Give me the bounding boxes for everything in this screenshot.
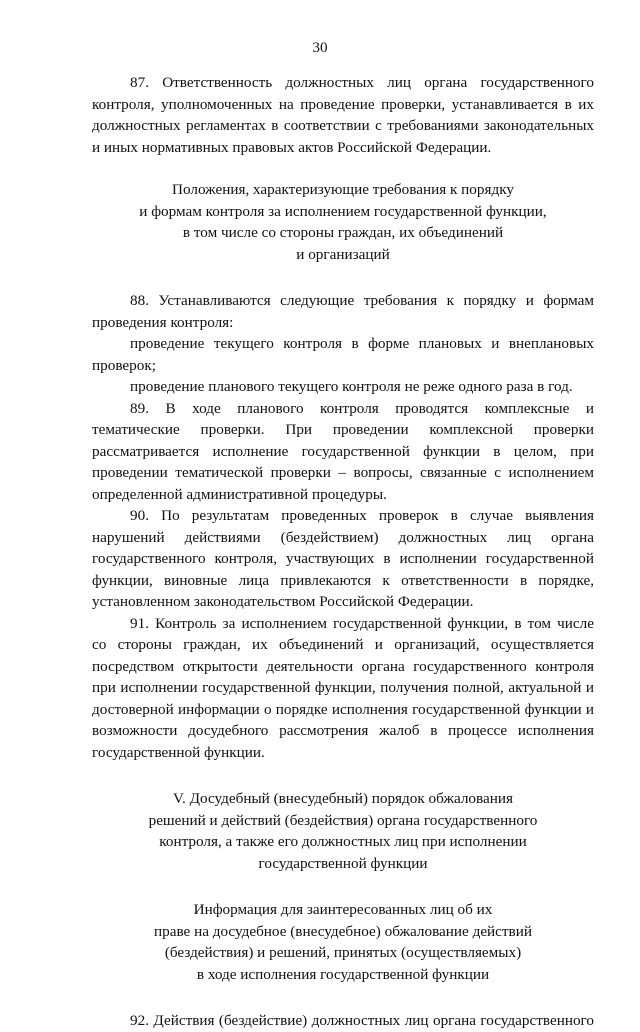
text-line: достоверной информации о порядке исполнения государственной функции и bbox=[92, 700, 594, 718]
text-line: контроля, уполномоченных на проведение проверки, устанавливается в их bbox=[92, 95, 594, 113]
text-line: возможности досудебного рассмотрения жалоб в процессе исполнения bbox=[92, 722, 594, 739]
text-line: проведение планового текущего контроля не реже одного раза в год. bbox=[130, 378, 573, 395]
spacer bbox=[92, 874, 594, 899]
text-line: со стороны граждан, их объединений и организаций, осуществляется bbox=[92, 636, 594, 653]
section-heading-control bbox=[92, 179, 594, 265]
text-line: 91. Контроль за исполнением государственной функции, в том числе bbox=[130, 614, 594, 632]
paragraph-88 bbox=[92, 290, 594, 398]
paragraph-87 bbox=[92, 72, 594, 158]
text-line: 87. Ответственность должностных лиц органа государственного bbox=[130, 74, 594, 91]
text-line: должностных регламентах в соответствии с требованиями законодательных bbox=[92, 117, 594, 134]
text-line: проведения контроля: bbox=[92, 313, 234, 331]
section-heading-appeal bbox=[92, 788, 594, 874]
heading-line: решений и действий (бездействия) органа государственного bbox=[148, 811, 538, 829]
paragraph-91 bbox=[92, 613, 594, 764]
page-number: 30 bbox=[312, 39, 328, 56]
heading-line: праве на досудебное (внесудебное) обжалование действий bbox=[153, 922, 532, 940]
spacer bbox=[92, 158, 594, 179]
heading-line: в том числе со стороны граждан, их объединений bbox=[182, 224, 504, 241]
text-line: проверок; bbox=[92, 356, 156, 374]
text-line: и иных нормативных правовых актов Российской Федерации. bbox=[92, 138, 492, 156]
text-line: тематические проверки. При проведении комплексной проверки bbox=[92, 421, 594, 438]
heading-line: и формам контроля за исполнением государственной функции, bbox=[139, 202, 547, 220]
text-line: 89. В ходе планового контроля проводятся комплексные и bbox=[130, 399, 594, 417]
text-line: определенной административной процедуры. bbox=[92, 485, 387, 503]
page-content bbox=[92, 72, 594, 1032]
text-line: посредством открытости деятельности органа государственного контроля bbox=[92, 657, 594, 675]
heading-line: V. Досудебный (внесудебный) порядок обжалования bbox=[173, 790, 513, 807]
text-line: установленном законодательством Российской Федерации. bbox=[92, 593, 474, 610]
heading-line: и организаций bbox=[296, 245, 390, 263]
text-line: 88. Устанавливаются следующие требования к порядку и формам bbox=[130, 292, 594, 309]
heading-line: Положения, характеризующие требования к порядку bbox=[172, 181, 514, 198]
text-line: государственного контроля, участвующих в исполнении государственной bbox=[92, 550, 594, 567]
spacer bbox=[92, 265, 594, 290]
section-heading-information bbox=[92, 899, 594, 985]
text-line: проведении тематической проверки – вопросы, связанные с исполнением bbox=[92, 464, 594, 481]
spacer bbox=[92, 985, 594, 1010]
heading-line: в ходе исполнения государственной функции bbox=[196, 965, 490, 983]
heading-line: контроля, а также его должностных лиц при исполнении bbox=[159, 833, 527, 850]
text-line: 90. По результатам проведенных проверок в случае выявления bbox=[130, 507, 594, 524]
heading-line: Информация для заинтересованных лиц об их bbox=[193, 901, 493, 918]
paragraph-89 bbox=[92, 398, 594, 506]
text-line: государственной функции. bbox=[92, 743, 265, 761]
text-line: проведение текущего контроля в форме плановых и внеплановых bbox=[130, 335, 594, 352]
spacer bbox=[92, 763, 594, 788]
paragraph-92 bbox=[92, 1010, 594, 1032]
paragraph-90 bbox=[92, 505, 594, 613]
text-line: функции, виновные лица привлекаются к ответственности в порядке, bbox=[92, 571, 594, 589]
heading-line: государственной функции bbox=[258, 854, 428, 872]
text-line: при исполнении государственной функции, получения полной, актуальной и bbox=[92, 679, 594, 696]
text-line: 92. Действия (бездействие) должностных лиц органа государственного bbox=[130, 1012, 594, 1029]
heading-line: (бездействия) и решений, принятых (осуществляемых) bbox=[164, 944, 522, 961]
text-line: нарушений действиями (бездействием) должностных лиц органа bbox=[92, 528, 594, 546]
text-line: рассматривается исполнение государственной функции в целом, при bbox=[92, 442, 594, 460]
